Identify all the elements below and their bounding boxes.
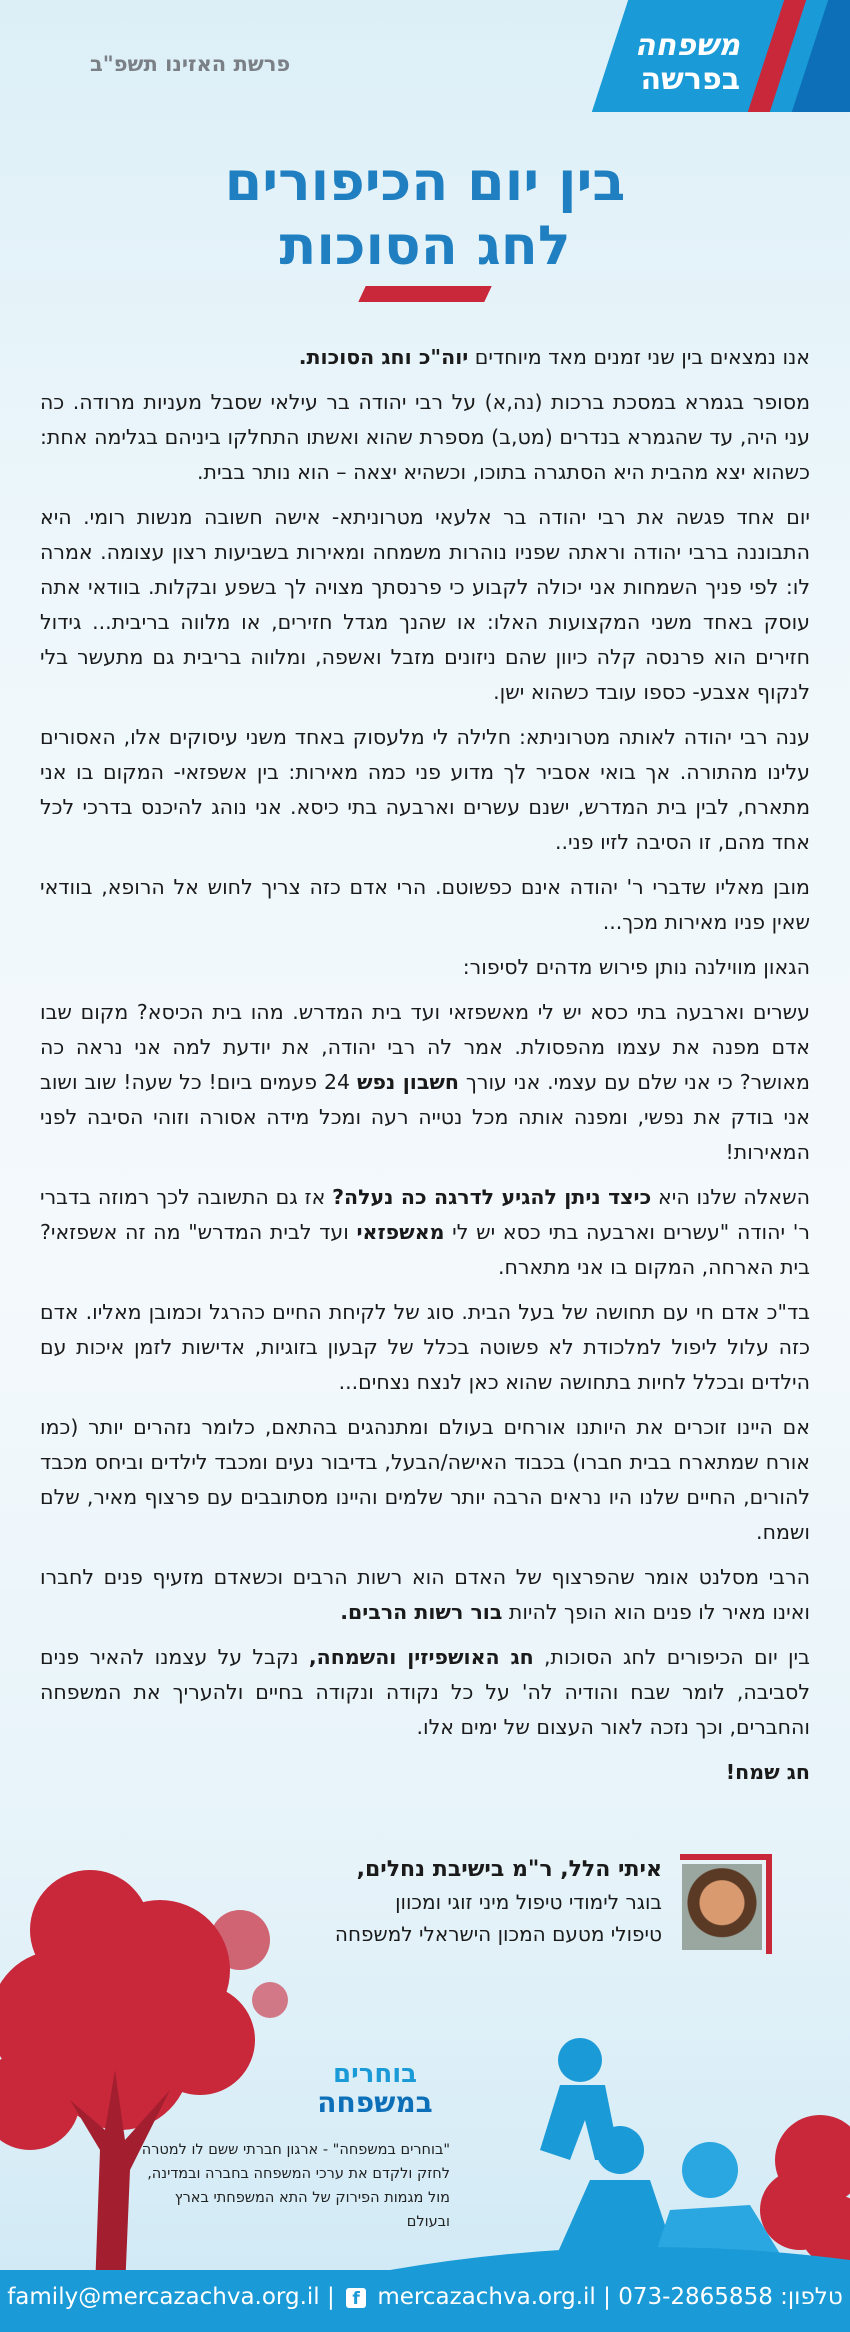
title-divider (358, 286, 491, 302)
issue-label: פרשת האזינו תשפ"ב (90, 52, 291, 76)
footer-bar (0, 2270, 850, 2332)
page-title (0, 150, 850, 278)
closing-greeting: חג שמח! (725, 1760, 810, 1784)
org-description: "בוחרים במשפחה" - ארגון חברתי ששם לו למטרה לחזק ולקדם את ערכי המשפחה בחברה ובמדינה, מול מגמות הפירוק של התא המשפחתי בארץ ובעולם (141, 2142, 450, 2230)
footer-contacts: family@mercazachva.org.il | f mercazachva.org.il | טלפון: 073-2865858 (7, 2284, 843, 2310)
org-logo-line1: בוחרים (332, 2059, 418, 2089)
paragraph-9: בד"כ אדם חי עם תחושה של בעל הבית. סוג של לקיחת החיים כהרגל וכמובן מאליו. אדם כזה עלול ליפול למלכודת לא פשוטה בכלל של קבעון בזוגיות, אדישות לזמן איכות עם הילדים ובכלל לחיות בתחושה שהוא כאן לנצח נצחים... (40, 1300, 810, 1394)
logo-line2: בפרשה (640, 62, 740, 97)
org-logo (300, 2060, 450, 2120)
author-name: איתי הלל, ר"מ בישיבת נחלים, (356, 1857, 662, 1882)
logo-line1: משפחה (634, 28, 740, 63)
family-silhouette (390, 2030, 850, 2290)
org-logo-line2: במשפחה (317, 2086, 433, 2119)
paragraph-6: הגאון מווילנה נותן פירוש מדהים לסיפור: (462, 955, 810, 979)
paragraph-8: השאלה שלנו היא כיצד ניתן להגיע לדרגה כה נעלה? אז גם התשובה לכך רמוזה בדברי ר' יהודה "עשרים וארבעה בתי כסא יש לי מאשפזאי ועד לבית המדרש" מה זה אשפזאי? בית הארחה, המקום בו אני מתארח. (40, 1185, 810, 1279)
paragraph-3: יום אחד פגשה את רבי יהודה בר אלעאי מטרוניתא- אישה חשובה מנשות רומי. היא התבוננה ברבי יהודה וראתה שפניו נוהרות משמחה ומאירות בשביעות רצון עצומה. אמרה לו: לפי פניך השמחות אני יכולה לקבוע כי פרנסתך מצויה לך בשפע ובקלות. בוודאי אתה עוסק באחד משני המקצועות האלו: או שהנך מגדל חזירים, או מלווה בריבית... גידול חזירים הוא פרנסה קלה כיוון שהם ניזונים מזבל ואשפה, ומלווה בריבית גם מתעשר בלי לנקוף אצבע- כספו עובד כשהוא ישן. (40, 505, 810, 704)
phone-label: טלפון: (780, 2284, 843, 2310)
email-link[interactable]: family@mercazachva.org.il (7, 2284, 320, 2310)
paragraph-2: מסופר בגמרא במסכת ברכות (נה,א) על רבי יהודה בר עילאי שסבל מעניות מרודה. כה עני היה, עד שהגמרא בנדרים (מט,ב) מספרת שהוא ואשתו התחלקו ביניהם בגלימה אחת: כשהוא יצא מהבית היא הסתגרה בתוכו, וכשהיא יצאה – הוא נותר בבית. (40, 390, 810, 484)
author-credential-1: בוגר לימודי טיפול מיני זוגי ומכוון (395, 1890, 662, 1914)
facebook-icon[interactable]: f (346, 2288, 366, 2308)
author-credential-2: טיפולי מטעם המכון הישראלי למשפחה (334, 1922, 662, 1946)
paragraph-11: הרבי מסלנט אומר שהפרצוף של האדם הוא רשות הרבים וכשאדם מזעיף פנים לחברו ואינו מאיר לו פנים הוא הופך להיות בור רשות הרבים. (40, 1565, 810, 1624)
author-photo (676, 1854, 772, 1958)
phone-number[interactable]: 073-2865858 (618, 2284, 773, 2310)
paragraph-10: אם היינו זוכרים את היותנו אורחים בעולם ומתנהגים בהתאם, כלומר נזהרים יותר (כמו אורח שמתארח בבית חברו) בכבוד האישה/הבעל, בדיבור נעים ומכבד לילדים וביחס מכבד להורים, החיים שלנו היו נראים הרבה יותר שלמים והיינו מסתובבים עם פרצוף מאיר, שלם ושמח. (40, 1415, 810, 1544)
article-body (40, 340, 810, 1800)
author-text (335, 1854, 662, 1950)
paragraph-12: בין יום הכיפורים לחג הסוכות, חג האושפיזין והשמחה, נקבל על עצמנו להאיר פנים לסביבה, לומר שבח והודיה לה' על כל נקודה ונקודה בחיים ולהעריך את המשפחה והחברים, וכך נזכה לאור העצום של ימים אלו. (40, 1645, 810, 1739)
paragraph-1: אנו נמצאים בין שני זמנים מאד מיוחדים יוה"כ וחג הסוכות. (298, 345, 810, 369)
title-line1: בין יום הכיפורים (224, 150, 626, 213)
paragraph-5: מובן מאליו שדברי ר' יהודה אינם כפשוטם. הרי אדם כזה צריך לחוש אל הרופא, בוודאי שאין פניו מאירות מכך... (40, 875, 810, 934)
website-link[interactable]: mercazachva.org.il (377, 2284, 596, 2310)
brand-logo (570, 0, 850, 112)
paragraph-7: עשרים וארבעה בתי כסא יש לי מאשפזאי ועד בית המדרש. מהו בית הכיסא? מקום שבו אדם מפנה את עצמו מהפסולת. אמר לה רבי יהודה, את יודעת למה אני נראה כה מאושר? כי אני שלם עם עצמי. אני עורך חשבון נפש 24 פעמים ביום! כל שעה! שוב ושוב אני בודק את נפשי, ומפנה אותה מכל נטייה רעה ומכל מידה אסורה וזוהי הסיבה לפני המאירות! (40, 1000, 810, 1164)
title-line2: לחג הסוכות (279, 214, 571, 277)
paragraph-4: ענה רבי יהודה לאותה מטרוניתא: חלילה לי מלעסוק באחד משני עיסוקים אלו, האסורים עלינו מהתורה. אך בואי אסביר לך מדוע פני כמה מאירות: בין אשפזאי- המקום בו אני מתארח, לבין בית המדרש, ישנם עשרים וארבעה בתי כיסא. אני נוהג להיכנס בדרכי לכל אחד מהם, זו הסיבה לזיו פני.. (40, 725, 810, 854)
